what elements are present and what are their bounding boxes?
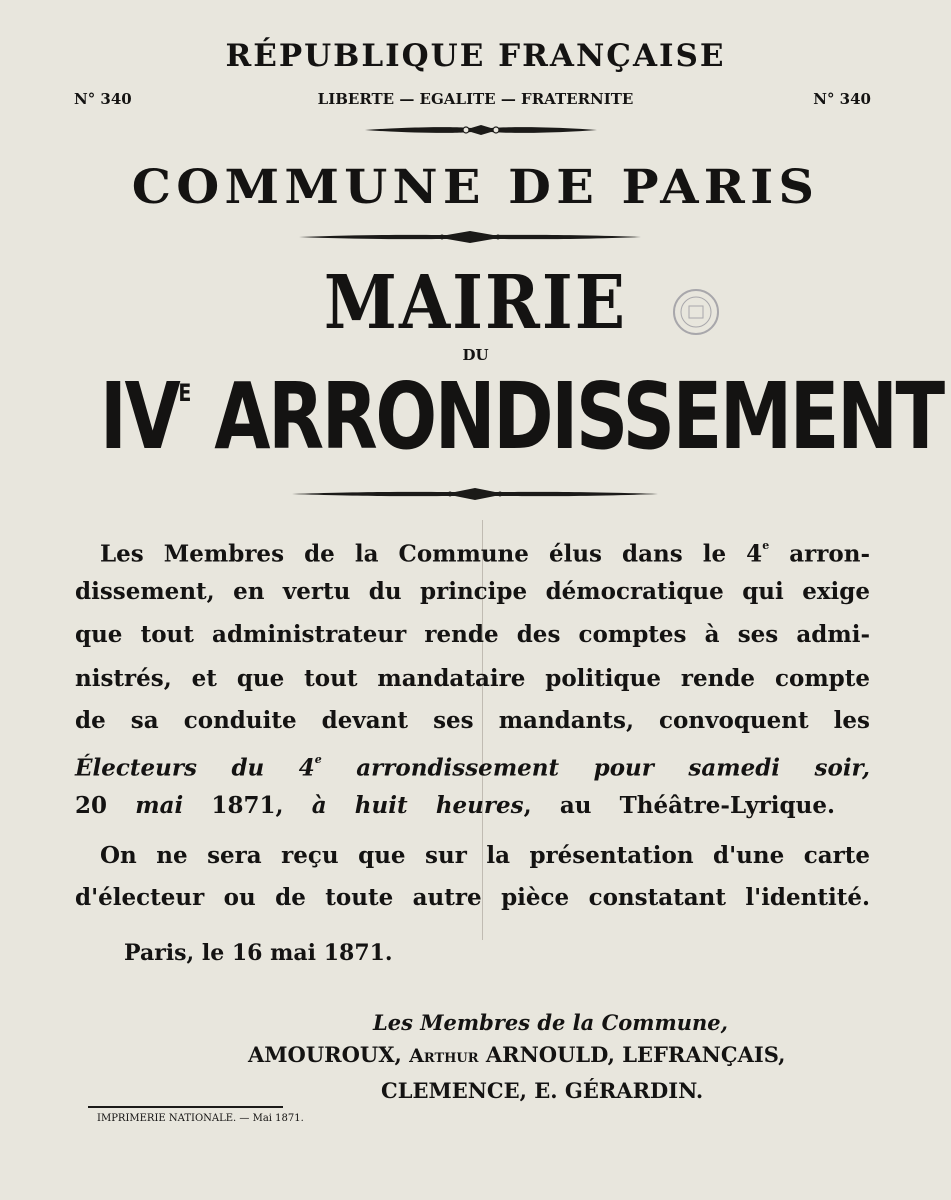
signature-intro: Les Membres de la Commune, <box>373 1010 728 1035</box>
ornament-rule-arrondissement <box>290 486 660 502</box>
body-line-5: de sa conduite devant ses mandants, convoquent les <box>75 707 870 734</box>
body-line-7b: mai <box>135 792 184 819</box>
body-line-1 <box>100 533 870 572</box>
date-line: Paris, le 16 mai 1871. <box>124 940 393 966</box>
body-line-7 <box>75 789 835 823</box>
body-line-1-sup: e <box>762 539 770 552</box>
arrondissement-roman: IV <box>99 363 179 470</box>
arrondissement-heading <box>99 363 943 470</box>
body-line-3: que tout administrateur rende des comptes à ses admi- <box>75 621 870 648</box>
body-line-6a: Électeurs du 4 <box>75 754 315 782</box>
ornament-rule-top <box>363 122 599 138</box>
signatories-line-1 <box>248 1042 785 1067</box>
body-line-7d: à huit heures <box>311 792 524 819</box>
body-line-7c: 1871, <box>183 792 312 819</box>
signatory-amouroux: AMOUROUX, <box>248 1042 410 1067</box>
du-label: DU <box>462 346 489 364</box>
signatory-arnould-lefrancais: ARNOULD, LEFRANÇAIS, <box>478 1042 786 1067</box>
printer-rule <box>88 1106 283 1108</box>
signatory-arthur: Arthur <box>409 1045 479 1067</box>
body-line-1a: Les Membres de la Commune élus dans le 4 <box>100 540 763 568</box>
body-line-6-sup: e <box>314 753 322 766</box>
body-line-1b: arron- <box>769 540 870 568</box>
poster-number-right: N° 340 <box>813 90 871 108</box>
commune-heading: COMMUNE DE PARIS <box>131 160 820 215</box>
signatories-line-2: CLEMENCE, E. GÉRARDIN. <box>381 1078 704 1103</box>
poster-number-left: N° 340 <box>74 90 132 108</box>
body-line-6b: arrondissement pour samedi soir, <box>321 754 871 782</box>
arrondissement-word: ARRONDISSEMENT <box>214 363 943 470</box>
body-line-9: d'électeur ou de toute autre pièce constatant l'identité. <box>75 884 870 911</box>
body-line-4: nistrés, et que tout mandataire politique rende compte <box>75 665 870 692</box>
arrondissement-sup: E <box>178 379 192 407</box>
body-line-7e: , au Théâtre-Lyrique. <box>523 792 835 819</box>
library-stamp <box>667 286 725 338</box>
body-line-2: dissement, en vertu du principe démocratique qui exige <box>75 578 870 605</box>
motto: LIBERTE — EGALITE — FRATERNITE <box>317 90 634 108</box>
printer-imprint: IMPRIMERIE NATIONALE. — Mai 1871. <box>97 1113 304 1124</box>
republic-heading: RÉPUBLIQUE FRANÇAISE <box>225 38 726 74</box>
body-line-8: On ne sera reçu que sur la présentation d'une carte <box>100 842 870 869</box>
mairie-heading: MAIRIE <box>323 258 628 346</box>
body-line-7a: 20 <box>75 792 136 819</box>
body-line-6 <box>75 747 870 786</box>
ornament-rule-commune <box>297 229 643 245</box>
